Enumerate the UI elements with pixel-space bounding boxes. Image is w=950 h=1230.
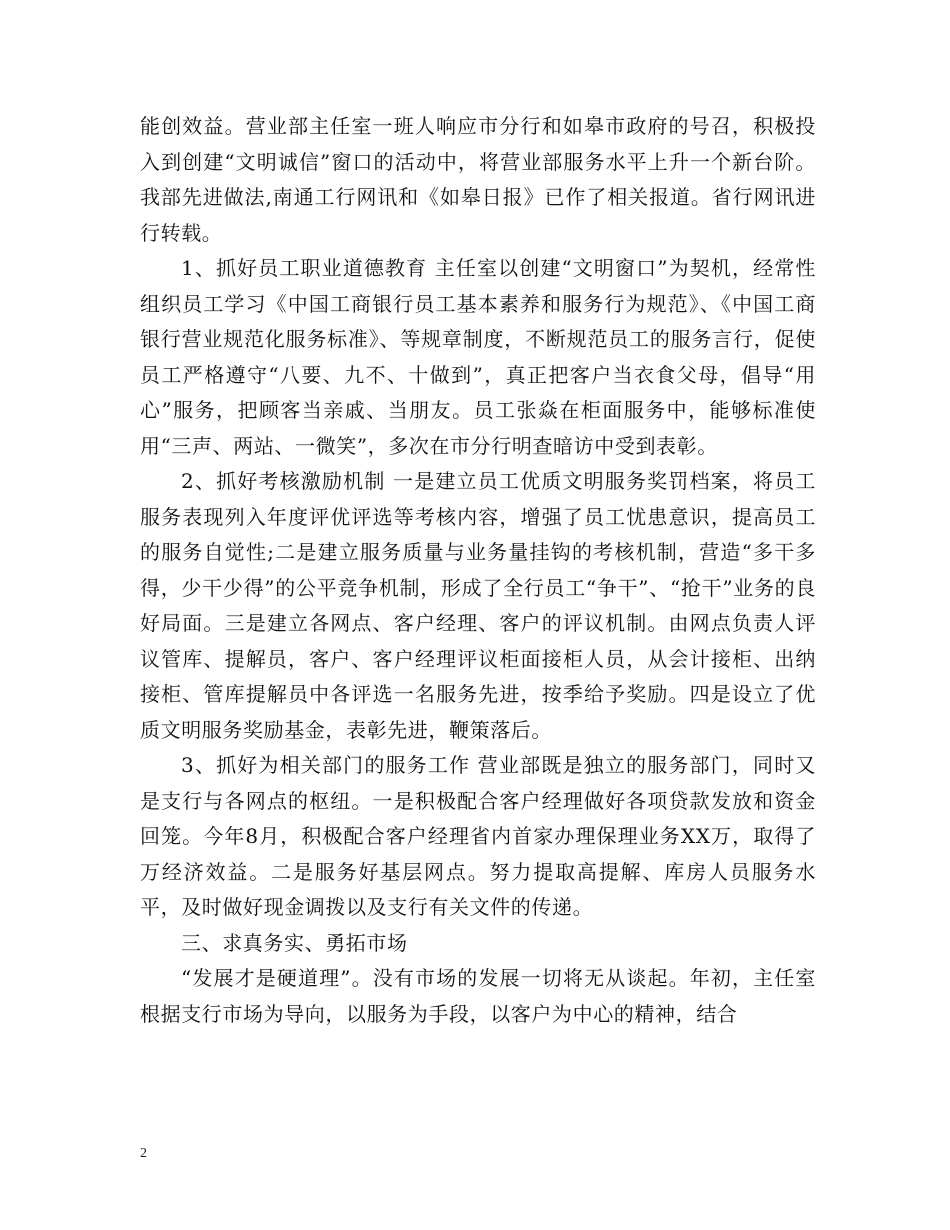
paragraph-ethics-education: 1、抓好员工职业道德教育 主任室以创建“文明窗口”为契机，经常性组织员工学习《中国工商银行员工基本素养和服务行为规范》、《中国工商银行营业规范化服务标准》、等规章制度，不断规范员工的服务言行，促使员工严格遵守“八要、九不、十做到”，真正把客户当衣食父母，倡导“用心”服务，把顾客当亲戚、当朋友。员工张焱在柜面服务中，能够标准使用“三声、两站、一微笑”，多次在市分行明查暗访中受到表彰。 — [140, 256, 816, 458]
paragraph-department-service: 3、抓好为相关部门的服务工作 营业部既是独立的服务部门，同时又是支行与各网点的枢纽。一是积极配合客户经理做好各项贷款发放和资金回笼。今年8月，积极配合客户经理省内首家办理保理业务XX万，取得了 万经济效益。二是服务好基层网点。努力提取高提解、库房人员服务水平，及时做好现金调拨以及支行有关文件的传递。 — [140, 753, 816, 919]
paragraph-incentive-mechanism: 2、抓好考核激励机制 一是建立员工优质文明服务奖罚档案，将员工服务表现列入年度评优评选等考核内容，增强了员工忧患意识，提高员工的服务自觉性;二是建立服务质量与业务量挂钩的考核机制，营造“多干多得，少干少得”的公平竞争机制，形成了全行员工“争干”、“抢干”业务的良好局面。三是建立各网点、客户经理、客户的评议机制。由网点负责人评议管库、提解员，客户、客户经理评议柜面接柜人员，从会计接柜、出纳接柜、管库提解员中各评选一名服务先进，按季给予奖励。四是设立了优质文明服务奖励基金，表彰先进，鞭策落后。 — [140, 469, 816, 742]
paragraph-development: “发展才是硬道理”。没有市场的发展一切将无从谈起。年初，主任室根据支行市场为导向，以服务为手段，以客户为中心的精神，结合 — [140, 966, 816, 1026]
page-number: 2 — [140, 1146, 147, 1161]
section-heading-market: 三、求真务实、勇拓市场 — [181, 930, 408, 955]
document-body — [140, 109, 816, 1032]
paragraph-continuation: 能创效益。营业部主任室一班人响应市分行和如皋市政府的号召，积极投入到创建“文明诚信”窗口的活动中，将营业部服务水平上升一个新台阶。我部先进做法,南通工行网讯和《如皋日报》已作了相关报道。省行网讯进行转载。 — [140, 114, 816, 245]
